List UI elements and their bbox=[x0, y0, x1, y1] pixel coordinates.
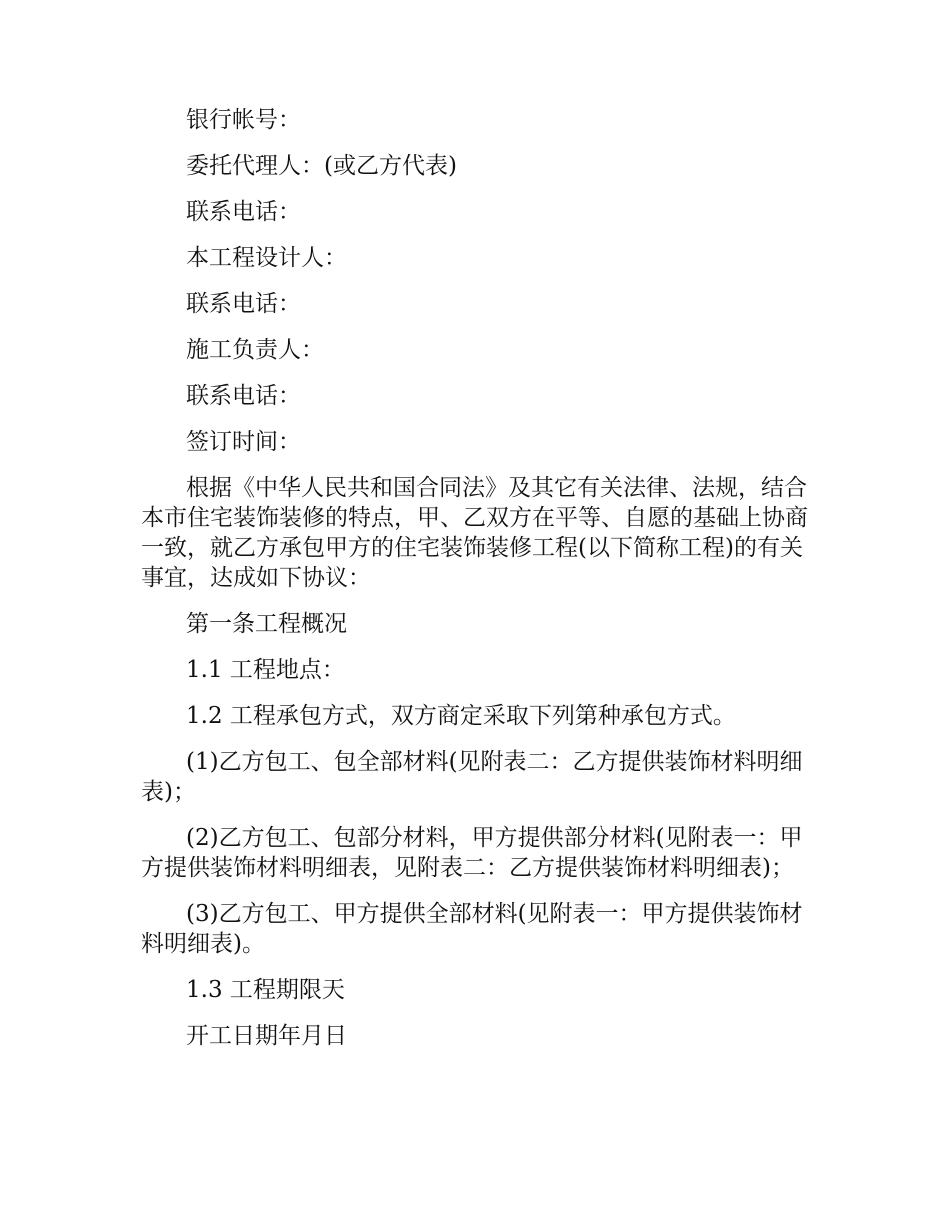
paragraph-bank-account: 银行帐号： bbox=[186, 107, 301, 133]
paragraph-option-2: (2)乙方包工、包部分材料，甲方提供部分材料(见附表一：甲方提供装饰材料明细表，见附表二：乙方提供装饰材料明细表)； bbox=[141, 825, 803, 881]
paragraph-designer: 本工程设计人： bbox=[186, 245, 347, 271]
paragraph-clause-1-3: 1.3 工程期限天 bbox=[186, 977, 345, 1003]
document-body bbox=[141, 105, 811, 1067]
paragraph-clause-1-2: 1.2 工程承包方式，双方商定采取下列第种承包方式。 bbox=[186, 703, 736, 729]
paragraph-option-1: (1)乙方包工、包全部材料(见附表二：乙方提供装饰材料明细表)； bbox=[141, 749, 803, 805]
paragraph-preamble: 根据《中华人民共和国合同法》及其它有关法律、法规，结合本市住宅装饰装修的特点，甲、乙双方在平等、自愿的基础上协商一致，就乙方承包甲方的住宅装饰装修工程(以下简称工程)的有关事宜，达成如下协议： bbox=[141, 475, 808, 591]
paragraph-option-3: (3)乙方包工、甲方提供全部材料(见附表一：甲方提供装饰材料明细表)。 bbox=[141, 901, 803, 957]
paragraph-phone-1: 联系电话： bbox=[186, 199, 301, 225]
paragraph-construction-lead: 施工负责人： bbox=[186, 337, 324, 363]
paragraph-sign-date: 签订时间： bbox=[186, 429, 301, 455]
paragraph-start-date: 开工日期年月日 bbox=[186, 1023, 347, 1049]
paragraph-phone-3: 联系电话： bbox=[186, 383, 301, 409]
paragraph-article-1-heading: 第一条工程概况 bbox=[186, 611, 347, 637]
paragraph-agent: 委托代理人：(或乙方代表) bbox=[186, 153, 457, 179]
paragraph-clause-1-1: 1.1 工程地点： bbox=[186, 657, 345, 683]
paragraph-phone-2: 联系电话： bbox=[186, 291, 301, 317]
